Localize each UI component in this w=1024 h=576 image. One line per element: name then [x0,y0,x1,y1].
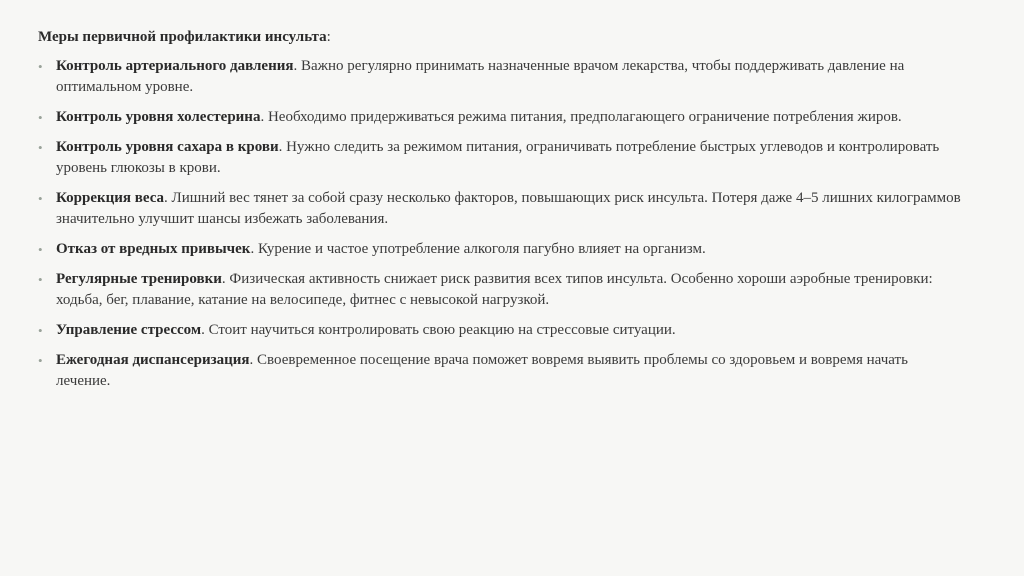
bullet-icon: • [38,191,43,206]
item-term: Коррекция веса [56,190,165,206]
list-item [38,56,964,98]
heading-title: Меры первичной профилактики инсульта [38,29,327,45]
item-text: . Лишний вес тянет за собой сразу несколько факторов, повышающих риск инсульта. Потеря даже 4–5 лишних килограммов значительно улучшит шансы избежать заболевания. [56,190,961,227]
item-text: . Нужно следить за режимом питания, ограничивать потребление быстрых углеводов и контролировать уровень глюкозы в крови. [56,139,940,176]
bullet-icon: • [38,353,43,368]
item-term: Контроль артериального давления [56,58,294,74]
item-term: Регулярные тренировки [56,271,222,287]
heading-suffix: : [326,29,331,45]
item-term: Отказ от вредных привычек [56,241,251,257]
item-text: . Необходимо придерживаться режима питания, предполагающего ограничение потребления жиров. [260,109,902,125]
bullet-icon: • [38,272,43,287]
bullet-icon: • [38,323,43,338]
item-term: Контроль уровня холестерина [56,109,261,125]
list-item [38,107,964,128]
bullet-icon: • [38,140,43,155]
item-text: . Стоит научиться контролировать свою реакцию на стрессовые ситуации. [201,322,676,338]
item-text: . Важно регулярно принимать назначенные врачом лекарства, чтобы поддерживать давление на оптимальном уровне. [56,58,905,95]
slide-heading [38,27,964,48]
item-text: . Физическая активность снижает риск развития всех типов инсульта. Особенно хороши аэробные тренировки: ходьба, бег, плавание, катание на велосипеде, фитнес с невысокой нагрузкой. [56,271,933,308]
list-item [38,239,964,260]
item-text: . Своевременное посещение врача поможет вовремя выявить проблемы со здоровьем и вовремя начать лечение. [56,352,908,389]
bullet-icon: • [38,59,43,74]
item-text: . Курение и частое употребление алкоголя пагубно влияет на организм. [250,241,706,257]
measures-list [38,56,964,392]
list-item [38,188,964,230]
list-item [38,320,964,341]
item-term: Управление стрессом [56,322,202,338]
list-item [38,137,964,179]
list-item [38,350,964,392]
item-term: Контроль уровня сахара в крови [56,139,279,155]
item-term: Ежегодная диспансеризация [56,352,250,368]
bullet-icon: • [38,242,43,257]
list-item [38,269,964,311]
bullet-icon: • [38,110,43,125]
